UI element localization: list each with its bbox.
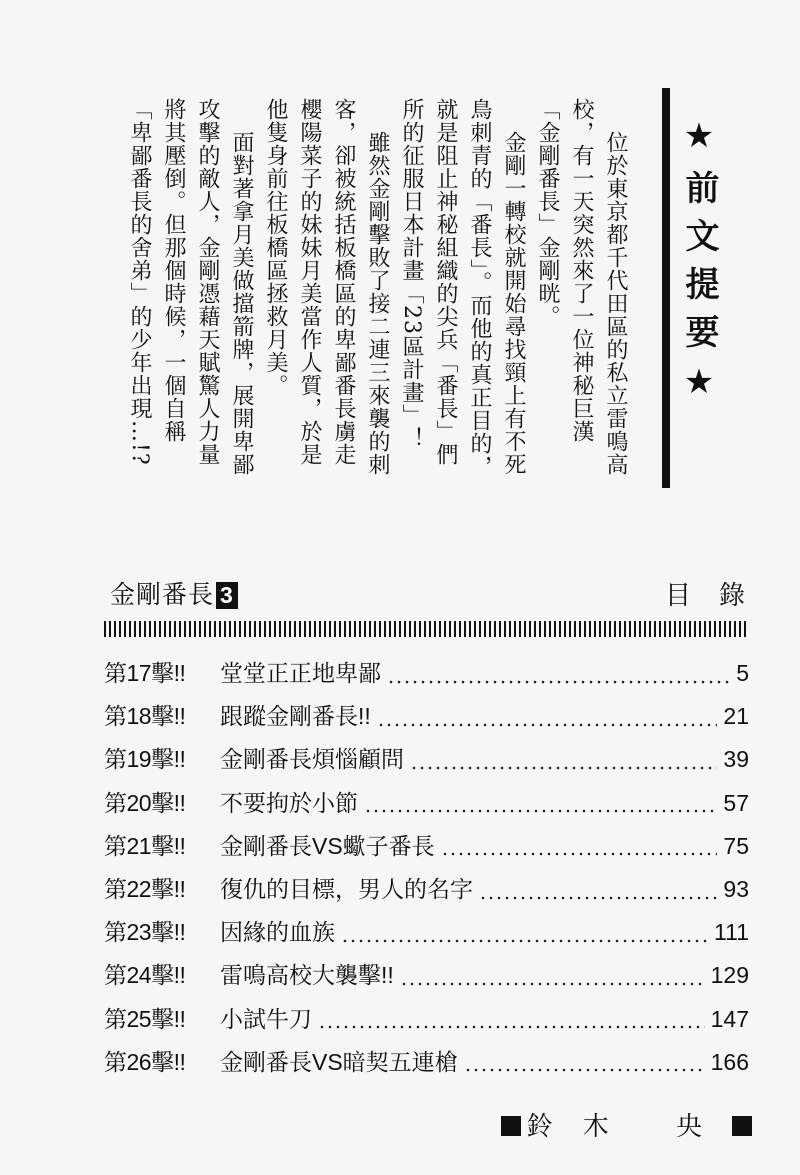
page-number: 21 xyxy=(723,703,749,730)
page-number: 39 xyxy=(723,746,749,773)
dot-leader xyxy=(364,809,717,813)
synopsis-paragraph: 金剛一轉校就開始尋找頸上有不死鳥刺青的「番長」。而他的真正目的，就是阻止神秘組織的尖兵「番長」們所的征服日本計畫「23區計畫」！ xyxy=(399,98,526,478)
chapter-title: 金剛番長VS蠍子番長 xyxy=(220,832,435,859)
square-icon xyxy=(501,1116,521,1136)
chapter-number: 第17擊!! xyxy=(104,660,186,686)
toc-entry[interactable] xyxy=(104,914,749,957)
toc-header xyxy=(104,575,773,619)
chapter-list xyxy=(104,655,749,1087)
toc-entry[interactable] xyxy=(104,1044,749,1087)
synopsis-body xyxy=(92,98,632,488)
page-number: 93 xyxy=(723,875,749,902)
chapter-number: 第18擊!! xyxy=(104,703,186,730)
dot-leader xyxy=(400,982,705,986)
page-number: 129 xyxy=(710,962,749,989)
toc-entry[interactable] xyxy=(104,957,749,1000)
dot-leader xyxy=(410,766,717,770)
dot-leader xyxy=(479,896,717,900)
toc-entry[interactable] xyxy=(104,741,749,784)
author-name: 鈴木 央 xyxy=(526,1111,732,1141)
chapter-title: 因緣的血族 xyxy=(220,919,335,946)
toc-entry[interactable] xyxy=(104,655,749,698)
page-number: 5 xyxy=(736,660,749,686)
toc-entry[interactable] xyxy=(104,698,749,741)
dot-leader xyxy=(318,1025,705,1029)
square-icon xyxy=(732,1116,752,1136)
chapter-number: 第24擊!! xyxy=(104,962,186,989)
volume-badge: 3 xyxy=(216,582,238,609)
chapter-title: 雷鳴高校大襲擊!! xyxy=(220,962,394,989)
chapter-number: 第25擊!! xyxy=(104,1005,186,1032)
chapter-title: 小試牛刀 xyxy=(220,1005,312,1032)
hatched-divider xyxy=(104,621,749,637)
page-number: 111 xyxy=(714,919,749,946)
chapter-number: 第20擊!! xyxy=(104,789,186,816)
dot-leader xyxy=(441,852,718,856)
chapter-title: 金剛番長煩惱顧問 xyxy=(220,746,404,773)
series-title xyxy=(110,575,238,611)
chapter-number: 第19擊!! xyxy=(104,746,186,773)
toc-entry[interactable] xyxy=(104,785,749,828)
chapter-title: 堂堂正正地卑鄙 xyxy=(220,660,381,686)
chapter-number: 第21擊!! xyxy=(104,832,186,859)
chapter-title: 金剛番長VS暗契五連槍 xyxy=(220,1048,458,1075)
page-number: 147 xyxy=(710,1005,749,1032)
synopsis-paragraph: 雖然金剛擊敗了接二連三來襲的刺客，卻被統括板橋區的卑鄙番長虜走櫻陽菜子的妹妹月美當作人質，於是他隻身前往板橋區拯救月美。 xyxy=(263,98,390,476)
toc-entry[interactable] xyxy=(104,828,749,871)
page-number: 75 xyxy=(723,832,749,859)
dot-leader xyxy=(387,680,730,684)
table-of-contents xyxy=(104,575,773,1075)
chapter-number: 第22擊!! xyxy=(104,875,186,902)
chapter-number: 第26擊!! xyxy=(104,1048,186,1075)
page-number: 166 xyxy=(710,1048,749,1075)
series-name: 金剛番長 xyxy=(110,581,215,609)
synopsis-heading: ★前文提要★ xyxy=(679,116,719,416)
heading-rule xyxy=(662,88,670,488)
synopsis-paragraph: 位於東京都千代田區的私立雷鳴高校，有一天突然來了一位神秘巨漢「金剛番長」金剛晄。 xyxy=(535,98,628,476)
chapter-title: 不要拘於小節 xyxy=(220,789,358,816)
toc-entry[interactable] xyxy=(104,871,749,914)
dot-leader xyxy=(377,723,718,727)
dot-leader xyxy=(341,939,708,943)
chapter-number: 第23擊!! xyxy=(104,919,186,946)
chapter-title: 跟蹤金剛番長!! xyxy=(220,703,371,730)
page-number: 57 xyxy=(723,789,749,816)
contents-label: 目錄 xyxy=(664,580,773,610)
author-credit xyxy=(501,1106,752,1143)
chapter-title: 復仇的目標，男人的名字 xyxy=(220,875,473,902)
toc-entry[interactable] xyxy=(104,1001,749,1044)
synopsis-paragraph: 面對著拿月美做擋箭牌，展開卑鄙攻擊的敵人，金剛憑藉天賦驚人力量將其壓倒。但那個時候，一個自稱「卑鄙番長的舍弟」的少年出現…!? xyxy=(127,98,254,476)
dot-leader xyxy=(464,1068,705,1072)
synopsis-section xyxy=(100,88,740,498)
